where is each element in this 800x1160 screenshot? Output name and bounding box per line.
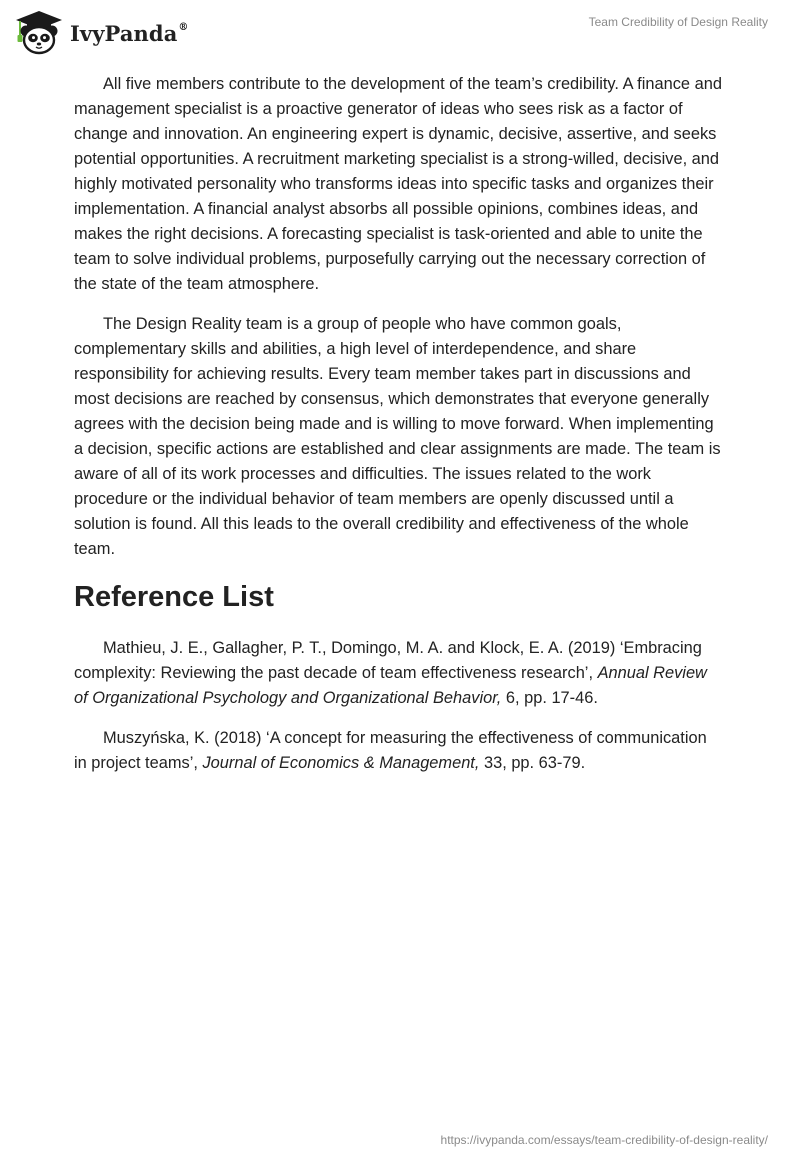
body-paragraph: All five members contribute to the development of the team’s credibility. A finance and management specialist is a proactive generator of ideas who sees risk as a factor of change and innovation. An engineering expert is dynamic, decisive, assertive, and seeks potential opportunities. A recruitment marketing specialist is a strong-willed, decisive, and highly motivated personality who transforms ideas into specific tasks and organizes their implementation. A financial analyst absorbs all possible opinions, combines ideas, and makes the right decisions. A forecasting specialist is task-oriented and able to unite the team to solve individual problems, purposefully carrying out the necessary correction of the state of the team atmosphere. [74,75,722,293]
reference-journal: Annual Review of Organizational Psychology and Organizational Behavior, [74,664,707,707]
running-title: Team Credibility of Design Reality [588,15,768,29]
reference-text: Muszyńska, K. (2018) ‘A concept for measuring the effectiveness of communication in project teams’, [74,729,707,772]
reference-item [74,636,724,711]
brand-name [70,21,189,46]
brand-text: IvyPanda [70,20,178,46]
reference-details: 6, pp. 17-46. [501,689,598,707]
reference-details: 33, pp. 63-79. [479,754,586,772]
page-header [0,0,800,60]
registered-mark: ® [178,21,189,33]
source-url[interactable]: https://ivypanda.com/essays/team-credibility-of-design-reality/ [440,1133,768,1147]
panda-graduate-icon [14,9,64,55]
reference-list-heading: Reference List [74,581,274,613]
reference-journal: Journal of Economics & Management, [202,754,480,772]
essay-content [74,72,724,791]
reference-text: Mathieu, J. E., Gallagher, P. T., Domingo, M. A. and Klock, E. A. (2019) ‘Embracing complexity: Reviewing the past decade of team effectiveness research’, [74,639,702,682]
body-paragraph: The Design Reality team is a group of people who have common goals, complementary skills and abilities, a high level of interdependence, and share responsibility for achieving results. Every team member takes part in discussions and most decisions are reached by consensus, which demonstrates that everyone generally agrees with the decision being made and is willing to move forward. When implementing a decision, specific actions are established and clear assignments are made. The team is aware of all of its work processes and difficulties. The issues related to the work procedure or the individual behavior of team members are openly discussed until a solution is found. All this leads to the overall credibility and effectiveness of the whole team. [74,315,721,558]
ivypanda-logo[interactable] [14,9,189,55]
reference-item [74,726,724,776]
